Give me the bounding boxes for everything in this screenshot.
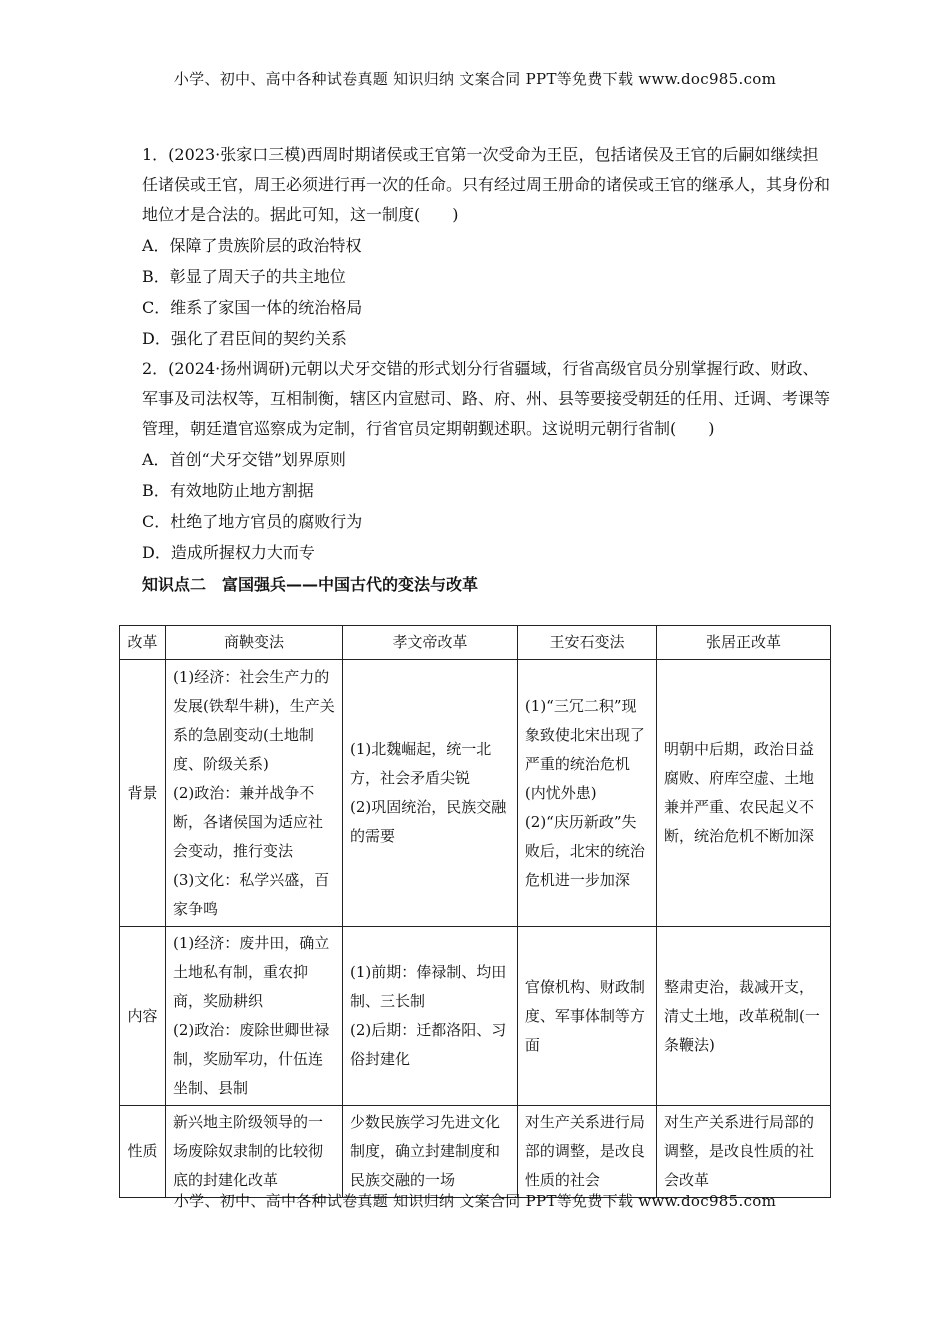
cell-line: (3)文化：私学兴盛，百家争鸣 — [173, 870, 330, 918]
table-cell — [343, 1106, 518, 1198]
cell-line: (1)前期：俸禄制、均田制、三长制 — [350, 963, 507, 1010]
table-cell — [166, 660, 343, 927]
table-cell — [166, 1106, 343, 1198]
table-row — [120, 927, 831, 1106]
cell-line: 少数民族学习先进文化制度，确立封建制度和民族交融的一场 — [350, 1113, 501, 1189]
question-2-option-c: C．杜绝了地方官员的腐败行为 — [142, 512, 363, 531]
table-row — [120, 660, 831, 927]
section-title: 知识点二 富国强兵——中国古代的变法与改革 — [142, 575, 479, 594]
table-cell — [657, 927, 831, 1106]
cell-line: (1)“三冗二积”现象致使北宋出现了严重的统治危机(内忧外患) — [524, 696, 645, 802]
table-header-row — [120, 626, 831, 660]
cell-line: (1)北魏崛起，统一北方，社会矛盾尖锐 — [350, 740, 492, 787]
question-1-option-b: B．彰显了周天子的共主地位 — [142, 267, 346, 286]
reform-comparison-table — [119, 625, 831, 1198]
table-cell — [657, 1106, 831, 1198]
page-footer: 小学、初中、高中各种试卷真题 知识归纳 文案合同 PPT等免费下载 www.doc985.com — [173, 1192, 777, 1210]
question-2-option-b: B．有效地防止地方割据 — [142, 481, 314, 500]
cell-line: 官僚机构、财政制度、军事体制等方面 — [524, 977, 645, 1054]
question-1-option-d: D．强化了君臣间的契约关系 — [142, 329, 347, 348]
table-header-cell: 商鞅变法 — [166, 626, 343, 660]
question-2-option-d: D．造成所握权力大而专 — [142, 543, 315, 562]
question-2-stem: 2．(2024·扬州调研)元朝以犬牙交错的形式划分行省疆域，行省高级官员分别掌握行政、财政、军事及司法权等，互相制衡，辖区内宣慰司、路、府、州、县等要接受朝廷的任用、迁调、考课等管理，朝廷遣官巡察成为定制，行省官员定期朝觐述职。这说明元朝行省制( ) — [142, 359, 831, 438]
row-label: 背景 — [120, 660, 166, 927]
table-header-cell: 张居正改革 — [657, 626, 831, 660]
cell-line: 整肃吏治，裁减开支，清丈土地，改革税制(一条鞭法) — [664, 977, 820, 1054]
table-header-cell: 孝文帝改革 — [343, 626, 518, 660]
page-header: 小学、初中、高中各种试卷真题 知识归纳 文案合同 PPT等免费下载 www.doc985.com — [173, 70, 777, 88]
row-label: 性质 — [120, 1106, 166, 1198]
table-cell — [343, 660, 518, 927]
cell-line: (1)经济：社会生产力的发展(铁犁牛耕)，生产关系的急剧变动(土地制度、阶级关系) — [173, 667, 335, 773]
cell-line: 对生产关系进行局部的调整，是改良性质的社会 — [524, 1113, 645, 1189]
cell-line: 新兴地主阶级领导的一场废除奴隶制的比较彻底的封建化改革 — [173, 1113, 324, 1189]
cell-line: 对生产关系进行局部的调整，是改良性质的社会改革 — [664, 1113, 815, 1189]
table-cell — [517, 927, 656, 1106]
table-cell — [166, 927, 343, 1106]
cell-line: 明朝中后期，政治日益腐败、府库空虚、土地兼并严重、农民起义不断，统治危机不断加深 — [664, 740, 815, 845]
cell-line: (2)巩固统治，民族交融的需要 — [350, 798, 507, 845]
question-1-option-a: A．保障了贵族阶层的政治特权 — [142, 236, 362, 255]
table-cell — [517, 1106, 656, 1198]
table-cell — [517, 660, 656, 927]
question-2-option-a: A．首创“犬牙交错”划界原则 — [142, 450, 346, 469]
cell-line: (1)经济：废井田，确立土地私有制，重农抑商，奖励耕织 — [173, 934, 330, 1010]
table-header-cell: 改革 — [120, 626, 166, 660]
table-cell — [657, 660, 831, 927]
cell-line: (2)政治：兼并战争不断，各诸侯国为适应社会变动，推行变法 — [173, 783, 324, 860]
table-row — [120, 1106, 831, 1198]
question-1-option-c: C．维系了家国一体的统治格局 — [142, 298, 363, 317]
row-label: 内容 — [120, 927, 166, 1106]
table-header-cell: 王安石变法 — [517, 626, 656, 660]
cell-line: (2)后期：迁都洛阳、习俗封建化 — [350, 1021, 507, 1068]
question-area — [142, 140, 832, 600]
cell-line: (2)“庆历新政”失败后，北宋的统治危机进一步加深 — [524, 812, 645, 889]
question-1-stem: 1．(2023·张家口三模)西周时期诸侯或王官第一次受命为王臣，包括诸侯及王官的后嗣如继续担任诸侯或王官，周王必须进行再一次的任命。只有经过周王册命的诸侯或王官的继承人，其身份和地位才是合法的。据此可知，这一制度( ) — [142, 145, 831, 224]
cell-line: (2)政治：废除世卿世禄制，奖励军功，什伍连坐制、县制 — [173, 1021, 330, 1097]
table-cell — [343, 927, 518, 1106]
